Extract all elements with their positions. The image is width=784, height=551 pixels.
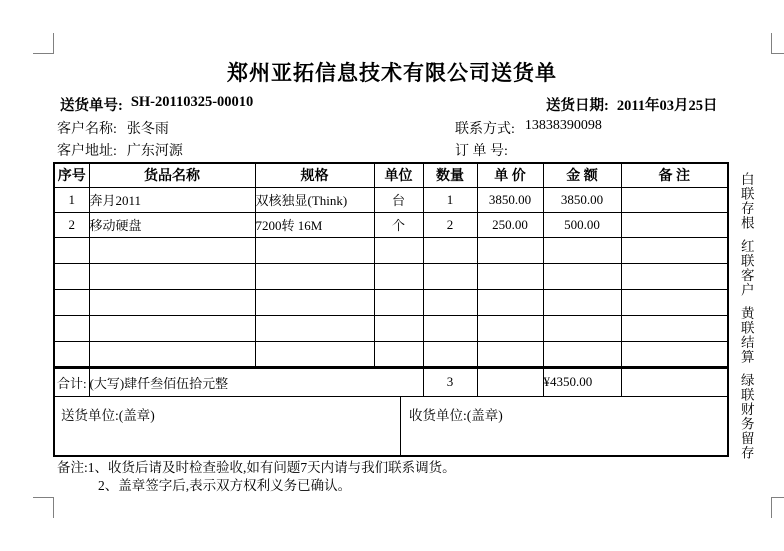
- cell-qty: 2: [423, 212, 477, 237]
- table-empty-row: [54, 289, 728, 315]
- col-header-amount: 金 额: [543, 163, 621, 187]
- table-empty-row: [54, 263, 728, 289]
- page-title: 郑州亚拓信息技术有限公司送货单: [227, 61, 557, 85]
- order-id-row: [455, 140, 518, 160]
- col-header-qty: 数量: [423, 163, 477, 187]
- col-header-index: 序号: [54, 163, 89, 187]
- cell-index: 1: [54, 187, 89, 212]
- note-line-2: [98, 477, 456, 495]
- cell-qty: 1: [423, 187, 477, 212]
- order-no-value: SH-20110325-00010: [130, 94, 254, 110]
- col-header-price: 单 价: [477, 163, 543, 187]
- total-row: [54, 367, 728, 396]
- table-empty-row: [54, 237, 728, 263]
- cell-price: 250.00: [477, 212, 543, 237]
- cell-name: 奔月2011: [89, 187, 255, 212]
- total-price-empty: [477, 367, 543, 396]
- customer-address-value: 广东河源: [126, 144, 183, 159]
- copy-label-red: 红联客户: [738, 239, 754, 297]
- copy-label-white: 白联存根: [738, 172, 754, 230]
- cell-amount: 500.00: [543, 212, 621, 237]
- cell-index: 2: [54, 212, 89, 237]
- notes-label: 备注:: [57, 460, 88, 475]
- total-amount-in-words: (大写)肆仟叁佰伍拾元整: [89, 367, 423, 396]
- delivery-date-label: 送货日期:: [546, 98, 609, 114]
- table-header-row: [54, 163, 728, 187]
- copy-label-yellow: 黄联结算: [738, 306, 754, 364]
- order-no-row: [60, 94, 253, 115]
- cell-spec: 双核独显(Think): [255, 187, 374, 212]
- crop-mark-top-left: [33, 33, 54, 54]
- contact-row: [455, 118, 602, 138]
- crop-mark-bottom-right: [771, 497, 784, 518]
- goods-table: [53, 162, 729, 457]
- note-1-text: 1、收货后请及时检查验收,如有问题7天内请与我们联系调货。: [87, 460, 456, 475]
- col-header-spec: 规格: [255, 163, 374, 187]
- note-line-1: [57, 459, 456, 477]
- copy-labels: [736, 172, 756, 460]
- cell-amount: 3850.00: [543, 187, 621, 212]
- stamp-cells: [55, 397, 727, 455]
- table-empty-row: [54, 341, 728, 367]
- delivery-date-value: 2011年03月25日: [616, 98, 718, 114]
- order-id-label: 订 单 号:: [455, 144, 508, 159]
- stamp-row: [54, 396, 728, 456]
- table-empty-row: [54, 315, 728, 341]
- total-remark-empty: [621, 367, 728, 396]
- table-row: [54, 187, 728, 212]
- order-no-label: 送货单号:: [60, 98, 123, 114]
- col-header-unit: 单位: [374, 163, 423, 187]
- customer-address-row: [57, 140, 183, 160]
- crop-mark-bottom-left: [33, 497, 54, 518]
- crop-mark-top-right: [771, 33, 784, 54]
- contact-value: 13838390098: [524, 118, 602, 133]
- table-row: [54, 212, 728, 237]
- customer-name-label: 客户名称:: [57, 122, 117, 137]
- copy-label-green: 绿联财务留存: [738, 373, 754, 460]
- customer-address-label: 客户地址:: [57, 144, 117, 159]
- cell-remark: [621, 187, 728, 212]
- sender-stamp-label: 送货单位:(盖章): [55, 397, 401, 455]
- delivery-date-row: [546, 94, 718, 115]
- total-amount: ¥4350.00: [543, 367, 621, 396]
- total-qty: 3: [423, 367, 477, 396]
- receiver-stamp-label: 收货单位:(盖章): [409, 407, 503, 423]
- cell-price: 3850.00: [477, 187, 543, 212]
- cell-unit: 台: [374, 187, 423, 212]
- cell-remark: [621, 212, 728, 237]
- note-2-text: 2、盖章签字后,表示双方权利义务已确认。: [98, 477, 352, 493]
- customer-name-row: [57, 118, 169, 138]
- col-header-remark: 备 注: [621, 163, 728, 187]
- col-header-name: 货品名称: [89, 163, 255, 187]
- cell-spec: 7200转 16M: [255, 212, 374, 237]
- customer-name-value: 张冬雨: [126, 122, 169, 137]
- cell-name: 移动硬盘: [89, 212, 255, 237]
- contact-label: 联系方式:: [455, 122, 515, 137]
- cell-unit: 个: [374, 212, 423, 237]
- total-label: 合计:: [54, 367, 89, 396]
- notes-section: [57, 459, 456, 494]
